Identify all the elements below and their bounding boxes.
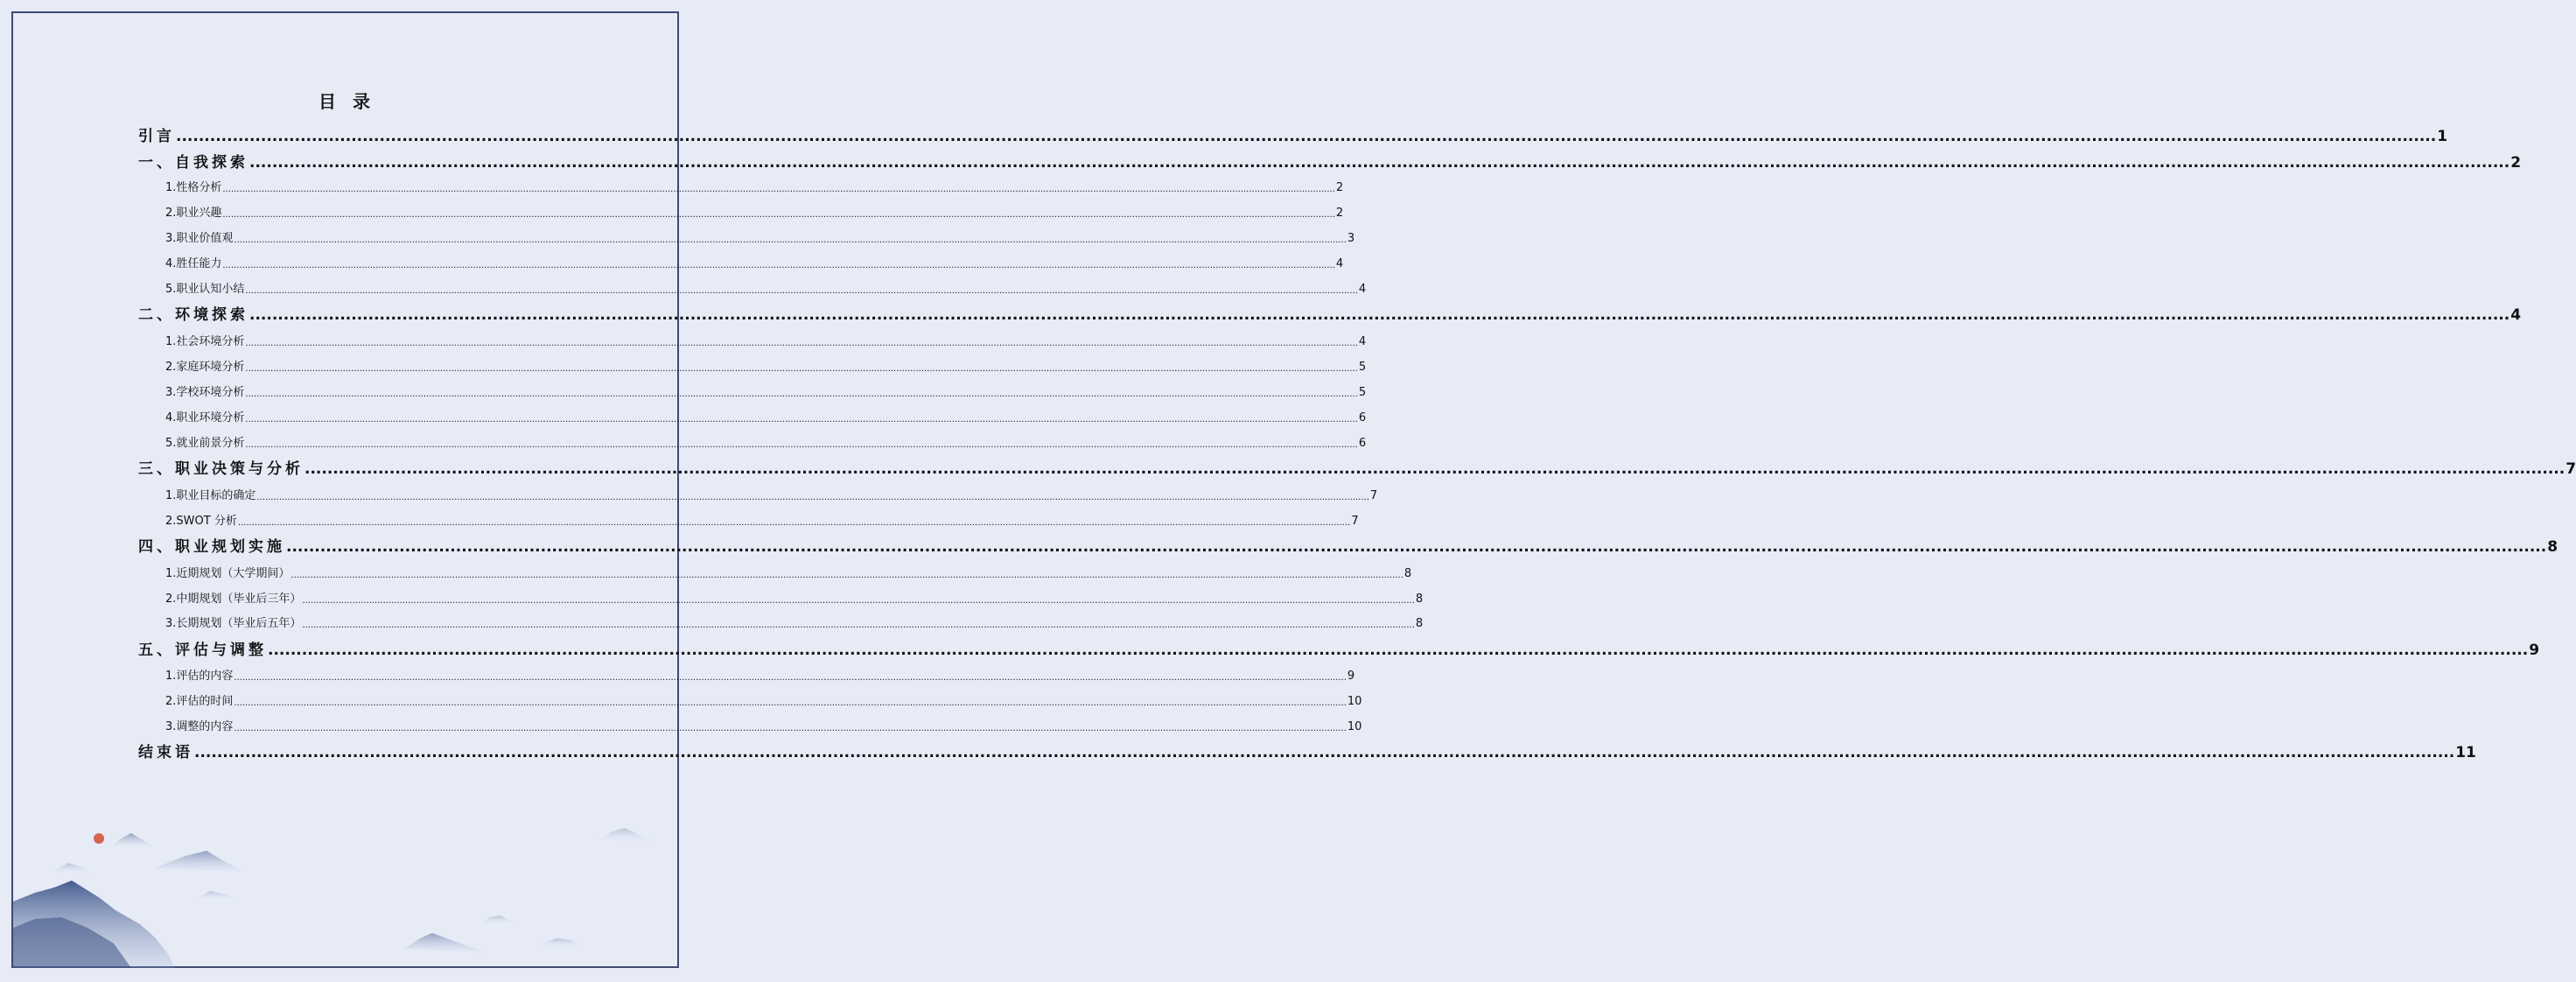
toc-chapter-entry[interactable]: [138, 535, 2558, 556]
toc-page-number: 8: [2547, 538, 2558, 556]
toc-entry-label: 2.职业兴趣: [165, 207, 222, 220]
toc-leader-dots: ................................................................................................................................................................................................................................................................................................................................................................................................................: [245, 440, 1358, 450]
toc-section-entry[interactable]: [165, 565, 1412, 580]
toc-entry-label: 五、评估与调整: [138, 642, 267, 659]
toc-section-entry[interactable]: [165, 229, 1355, 245]
toc-section-entry[interactable]: [165, 590, 1424, 606]
toc-section-entry[interactable]: [165, 718, 1362, 733]
toc-entry-label: 3.调整的内容: [165, 720, 234, 733]
toc-leader-dots: ................................................................................................................................................................................................................................................................................................................................................................................................................: [222, 185, 1335, 194]
toc-section-entry[interactable]: [165, 692, 1362, 708]
toc-section-entry[interactable]: [165, 614, 1424, 630]
toc-entry-label: 3.职业价值观: [165, 232, 234, 245]
toc-page-number: 9: [2529, 642, 2540, 659]
toc-section-entry[interactable]: [165, 179, 1344, 194]
toc-leader-dots: ................................................................................................................................................................................................................................................................................................................................................................................................................: [194, 744, 2455, 761]
toc-page-number: 7: [2566, 460, 2576, 478]
toc-section-entry[interactable]: [165, 667, 1355, 683]
toc-entry-label: 3.学校环境分析: [165, 386, 245, 399]
toc-entry-label: 4.胜任能力: [165, 257, 222, 270]
toc-entry-label: 三、职业决策与分析: [138, 460, 304, 478]
toc-page-number: 4: [2510, 306, 2522, 324]
toc-entry-label: 4.职业环境分析: [165, 411, 245, 424]
toc-chapter-entry[interactable]: [138, 303, 2522, 324]
toc-chapter-entry[interactable]: [138, 740, 2476, 761]
toc-page-number: 10: [1347, 695, 1362, 708]
toc-page-number: 4: [1358, 283, 1367, 296]
toc-section-entry[interactable]: [165, 255, 1344, 270]
toc-section-entry[interactable]: [165, 333, 1367, 348]
toc-page-number: 8: [1404, 567, 1412, 580]
toc-leader-dots: ................................................................................................................................................................................................................................................................................................................................................................................................................: [234, 673, 1347, 683]
toc-section-entry[interactable]: [165, 280, 1367, 296]
toc-page-number: 5: [1358, 386, 1367, 399]
toc-leader-dots: ................................................................................................................................................................................................................................................................................................................................................................................................................: [245, 389, 1358, 399]
toc-entry-label: 二、环境探索: [138, 306, 248, 324]
toc-page-number: 4: [1358, 335, 1367, 348]
toc-page-number: 1: [2437, 128, 2448, 145]
toc-leader-dots: ................................................................................................................................................................................................................................................................................................................................................................................................................: [176, 128, 2437, 145]
toc-leader-dots: ................................................................................................................................................................................................................................................................................................................................................................................................................: [256, 493, 1369, 502]
toc-page-number: 8: [1415, 617, 1424, 630]
toc-entry-label: 引言: [138, 128, 175, 145]
toc-page-number: 7: [1369, 489, 1378, 502]
toc-title: 目 录: [318, 91, 375, 112]
toc-page-number: 2: [1335, 207, 1344, 220]
toc-page-number: 8: [1415, 593, 1424, 606]
toc-chapter-entry[interactable]: [138, 638, 2540, 659]
toc-leader-dots: ................................................................................................................................................................................................................................................................................................................................................................................................................: [286, 538, 2547, 556]
toc-leader-dots: ................................................................................................................................................................................................................................................................................................................................................................................................................: [237, 518, 1351, 528]
toc-section-entry[interactable]: [165, 409, 1367, 424]
toc-section-entry[interactable]: [165, 487, 1378, 502]
toc-leader-dots: ................................................................................................................................................................................................................................................................................................................................................................................................................: [249, 154, 2510, 172]
toc-section-entry[interactable]: [165, 434, 1367, 450]
toc-leader-dots: ................................................................................................................................................................................................................................................................................................................................................................................................................: [234, 235, 1347, 245]
toc-leader-dots: ................................................................................................................................................................................................................................................................................................................................................................................................................: [302, 621, 1415, 630]
toc-entry-label: 1.性格分析: [165, 181, 222, 194]
toc-entry-label: 1.社会环境分析: [165, 335, 245, 348]
toc-entry-label: 5.就业前景分析: [165, 437, 245, 450]
toc-chapter-entry[interactable]: [138, 151, 2522, 172]
toc-leader-dots: ................................................................................................................................................................................................................................................................................................................................................................................................................: [245, 415, 1358, 424]
toc-chapter-entry[interactable]: [138, 457, 2576, 478]
toc-leader-dots: ................................................................................................................................................................................................................................................................................................................................................................................................................: [302, 596, 1415, 606]
toc-section-entry[interactable]: [165, 204, 1344, 220]
toc-chapter-entry[interactable]: [138, 124, 2448, 145]
toc-entry-label: 结束语: [138, 744, 193, 761]
toc-page-number: 11: [2455, 744, 2476, 761]
toc-entry-label: 1.职业目标的确定: [165, 489, 256, 502]
toc-page-number: 3: [1347, 232, 1355, 245]
toc-entry-label: 3.长期规划（毕业后五年）: [165, 617, 302, 630]
toc-leader-dots: ................................................................................................................................................................................................................................................................................................................................................................................................................: [222, 261, 1335, 270]
toc-leader-dots: ................................................................................................................................................................................................................................................................................................................................................................................................................: [245, 286, 1358, 296]
toc-leader-dots: ................................................................................................................................................................................................................................................................................................................................................................................................................: [249, 306, 2510, 324]
toc-entry-label: 2.评估的时间: [165, 695, 234, 708]
toc-page-number: 9: [1347, 670, 1355, 683]
toc-entry-label: 1.近期规划（大学期间）: [165, 567, 290, 580]
toc-leader-dots: ................................................................................................................................................................................................................................................................................................................................................................................................................: [234, 698, 1347, 708]
toc-page-number: 7: [1351, 515, 1359, 528]
toc-page-number: 2: [1335, 181, 1344, 194]
toc-entry-label: 2.SWOT 分析: [165, 515, 237, 528]
toc-page-number: 6: [1358, 411, 1367, 424]
toc-page-number: 2: [2510, 154, 2522, 172]
toc-entry-label: 2.家庭环境分析: [165, 361, 245, 374]
toc-entry-label: 5.职业认知小结: [165, 283, 245, 296]
toc-leader-dots: ................................................................................................................................................................................................................................................................................................................................................................................................................: [222, 210, 1335, 220]
toc-section-entry[interactable]: [165, 383, 1367, 399]
toc-entry-label: 1.评估的内容: [165, 670, 234, 683]
toc-leader-dots: ................................................................................................................................................................................................................................................................................................................................................................................................................: [245, 339, 1358, 348]
toc-leader-dots: ................................................................................................................................................................................................................................................................................................................................................................................................................: [234, 724, 1347, 733]
toc-leader-dots: ................................................................................................................................................................................................................................................................................................................................................................................................................: [245, 364, 1358, 374]
toc-leader-dots: ................................................................................................................................................................................................................................................................................................................................................................................................................: [304, 460, 2566, 478]
toc-entry-label: 2.中期规划（毕业后三年）: [165, 593, 302, 606]
toc-entry-label: 一、自我探索: [138, 154, 248, 172]
toc-entry-label: 四、职业规划实施: [138, 538, 285, 556]
toc-section-entry[interactable]: [165, 512, 1359, 528]
toc-section-entry[interactable]: [165, 358, 1367, 374]
toc-page-number: 10: [1347, 720, 1362, 733]
toc-page-number: 5: [1358, 361, 1367, 374]
toc-page-number: 6: [1358, 437, 1367, 450]
toc-leader-dots: ................................................................................................................................................................................................................................................................................................................................................................................................................: [290, 571, 1404, 580]
toc-leader-dots: ................................................................................................................................................................................................................................................................................................................................................................................................................: [268, 642, 2529, 659]
toc-page-number: 4: [1335, 257, 1344, 270]
